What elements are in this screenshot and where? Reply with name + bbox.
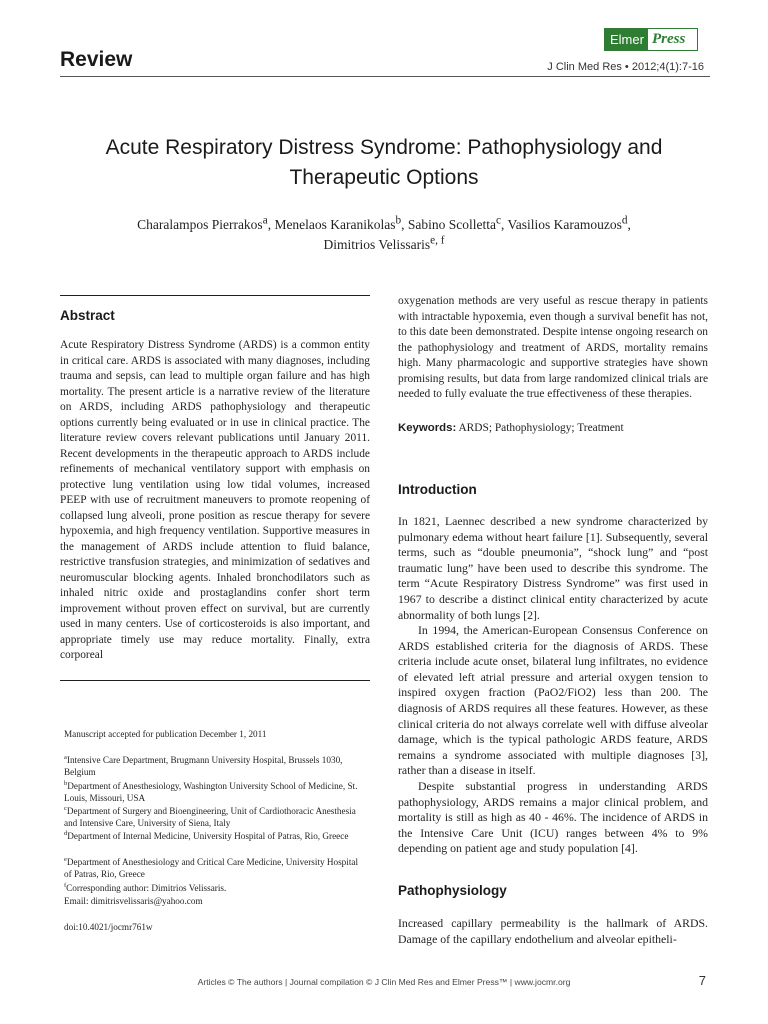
- journal-citation: J Clin Med Res • 2012;4(1):7-16: [547, 61, 704, 73]
- affiliation-note: [64, 754, 364, 779]
- page-number: 7: [698, 973, 706, 988]
- author-name: Vasilios Karamouzos: [507, 217, 622, 232]
- affiliation-text: Intensive Care Department, Brugmann University Hospital, Brussels 1030, Belgium: [64, 755, 343, 778]
- publisher-logo: [604, 28, 698, 51]
- keywords-label: Keywords:: [398, 422, 457, 434]
- affiliation-text: Department of Surgery and Bioengineering, Unit of Cardiothoracic Anesthesia and Intensive Care, University of Siena, Italy: [64, 806, 356, 829]
- abstract-text: Acute Respiratory Distress Syndrome (ARDS) is a common entity in critical care. ARDS is associated with many diagnoses, including trauma and sepsis, can lead to multiple organ failure and has high mortality. The present article is a narrative review of the literature on ARDS, including ARDS pathophysiology and therapeutic options currently being evaluated or in use in clinical practice. The literature review covers relevant publications until January 2011. Recent developments in the therapeutic approach to ARDS include refinements of mechanical ventilatory support with emphasis on protective lung ventilation using low tidal volumes, increased PEEP with use of recruitment maneuvers to promote reopening of collapsed lung alveoli, prone position as rescue therapy for severe hypoxemia, and high frequency ventilation. Supportive measures in the management of ARDS include attention to fluid balance, restrictive transfusion strategies, and minimization of sedatives and neuromuscular blocking agents. Inhaled bronchodilators such as inhaled nitric oxide and prostaglandins confer short term improvement without proven effect on survival, but are currently used in many centers. Use of corticosteroids is also important, and appropriate timely use may reduce mortality. Finally, extra corporeal: [60, 339, 370, 661]
- affiliation-mark: e: [64, 855, 67, 863]
- author-affiliation-mark: a: [262, 214, 268, 227]
- author-name: Sabino Scolletta: [407, 217, 497, 232]
- affiliation-mark: f: [64, 881, 67, 889]
- doi: doi:10.4021/jocmr761w: [64, 922, 153, 932]
- affiliation-text: Department of Anesthesiology and Critical Care Medicine, University Hospital of Patras, Rio, Greece: [64, 857, 359, 880]
- affiliation-text: Department of Internal Medicine, University Hospital of Patras, Rio, Greece: [67, 831, 349, 841]
- author-name: Menelaos Karanikolas: [274, 217, 396, 232]
- abstract-text-continued: oxygenation methods are very useful as rescue therapy in patients with intractable hypoxemia, even though a survival benefit has not, to this date been demonstrated. Despite intense ongoing research on the pathophysiology and treatment of ARDS, mortality remains high. Many pharmacologic and supportive strategies have shown promising results, but data from large randomized clinical trials are needed to fully evaluate the true effectiveness of these therapies.: [398, 295, 708, 400]
- manuscript-accepted-note: Manuscript accepted for publication December 1, 2011: [64, 729, 267, 739]
- page-footer: Articles © The authors | Journal compilation © J Clin Med Res and Elmer Press™ | www.jocmr.org: [197, 977, 571, 987]
- abstract-top-rule: [60, 295, 370, 296]
- abstract-heading: Abstract: [60, 308, 115, 323]
- header-divider: [60, 76, 710, 77]
- affiliation-note: [64, 805, 364, 830]
- keywords-text: ARDS; Pathophysiology; Treatment: [458, 422, 624, 434]
- keywords: [398, 421, 708, 437]
- author-name: Dimitrios Velissaris: [323, 237, 431, 252]
- publisher-logo-part1: Elmer: [605, 29, 648, 50]
- author-list: Charalampos Pierrakos$^a$, Menelaos Karanikolas$^b$, Sabino Scolletta$^c$, Vasilios Karamouzos$^d$, Dimitrios Velissaris$^{e, f}$: [137, 214, 631, 252]
- affiliation-text: Department of Anesthesiology, Washington University School of Medicine, St. Louis, Missouri, USA: [64, 781, 358, 804]
- author-affiliation-mark: d: [621, 214, 628, 227]
- introduction-paragraph: In 1821, Laennec described a new syndrome characterized by pulmonary edema without heart failure [1]. Subsequently, several terms, such as “double pneumonia”, “shock lung” and “post traumatic lung” have been used to describe this syndrome. The term “Acute Respiratory Distress Syndrome” was first used in 1967 to describe a distinct clinical entity characterized by acute abnormality of both lungs [2].: [398, 514, 708, 622]
- affiliation-note: [64, 780, 364, 805]
- author-affiliation-mark: c: [496, 214, 502, 227]
- pathophysiology-heading: Pathophysiology: [398, 883, 507, 898]
- abstract-bottom-rule: [60, 680, 370, 681]
- affiliation-mark: d: [64, 829, 68, 837]
- affiliation-note: [64, 856, 364, 881]
- corresponding-email: Email: dimitrisvelissaris@yahoo.com: [64, 896, 203, 906]
- affiliation-mark: b: [64, 779, 68, 787]
- author-affiliation-mark: e, f: [430, 234, 445, 247]
- pathophysiology-paragraph: Increased capillary permeability is the hallmark of ARDS. Damage of the capillary endothelium and alveolar epitheli-: [398, 916, 708, 946]
- introduction-paragraph: In 1994, the American-European Consensus Conference on ARDS established criteria for the diagnosis of ARDS. These criteria include acute onset, bilateral lung infiltrates, no evidence of elevated left atrial pressure and arterial oxygen tension to inspired oxygen fraction (PaO2/FiO2) less than 200. The diagnosis of ARDS requires all these features. However, as these clinical criteria do not always correlate well with diffuse alveolar damage, which is the typical pathologic ARDS feature, ARDS remains a syndrome associated with multiple diagnoses [3], rather than a disease in itself.: [398, 623, 708, 778]
- affiliation-text: Corresponding author: Dimitrios Velissaris.: [66, 883, 227, 893]
- article-title: Acute Respiratory Distress Syndrome: Pathophysiology and Therapeutic Options: [105, 136, 663, 189]
- section-label: Review: [60, 48, 133, 71]
- author-affiliation-mark: b: [395, 214, 402, 227]
- affiliation-note: [64, 830, 364, 842]
- introduction-paragraph: Despite substantial progress in understanding ARDS pathophysiology, ARDS remains a major clinical problem, and mortality is still as high as 40 - 46%. The incidence of ARDS in the Intensive Care Unit (ICU) ranges between 4% to 9% depending on patient age and study population [4].: [398, 779, 708, 856]
- affiliation-mark: a: [64, 753, 67, 761]
- author-name: Charalampos Pierrakos: [137, 217, 263, 232]
- corresponding-author-note: [64, 882, 364, 894]
- affiliation-mark: c: [64, 804, 67, 812]
- publisher-logo-part2: Press: [651, 31, 686, 47]
- introduction-heading: Introduction: [398, 482, 477, 497]
